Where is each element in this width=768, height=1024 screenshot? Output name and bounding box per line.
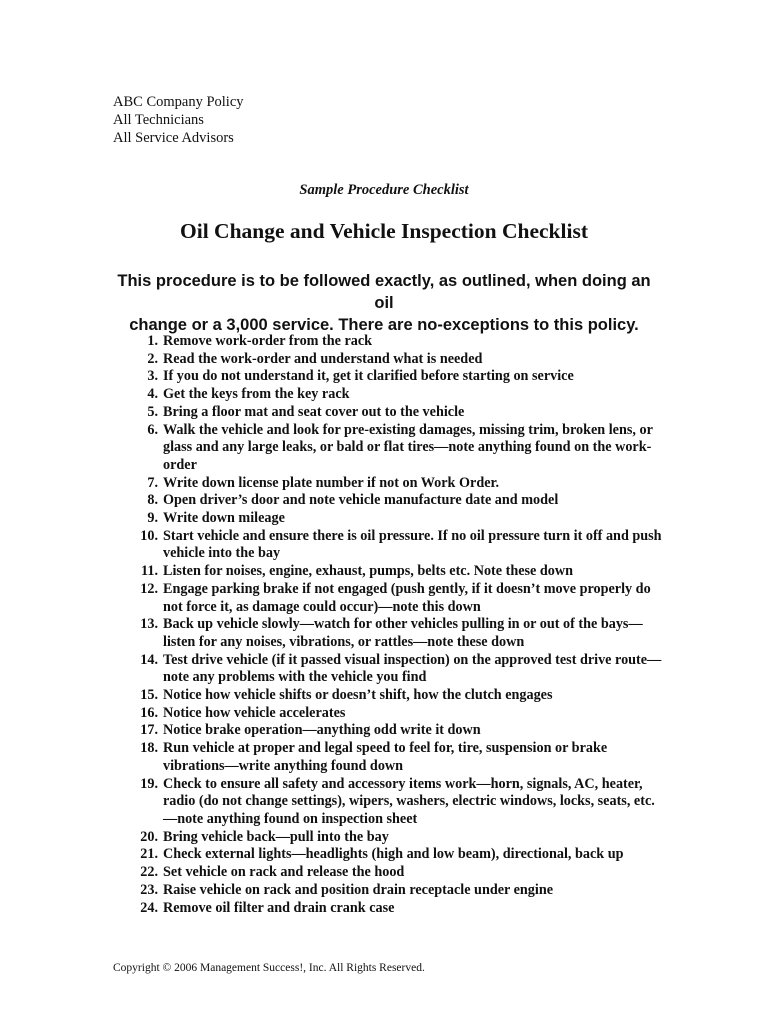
step-text: Write down license plate number if not on Work Order. xyxy=(163,474,500,491)
header-technicians: All Technicians xyxy=(113,112,204,128)
step-number: 21. xyxy=(140,846,158,863)
checklist-step xyxy=(130,705,670,723)
step-text: Notice how vehicle accelerates xyxy=(163,704,346,721)
step-number: 4. xyxy=(147,386,158,403)
checklist-step xyxy=(130,528,670,563)
checklist-step xyxy=(130,404,670,422)
checklist-step xyxy=(130,422,670,475)
step-text: Remove work-order from the rack xyxy=(163,333,373,349)
checklist-step xyxy=(130,492,670,510)
checklist-step xyxy=(130,581,670,616)
step-number: 7. xyxy=(147,474,158,491)
checklist-step xyxy=(130,386,670,404)
step-number: 16. xyxy=(140,704,158,721)
checklist-step xyxy=(130,351,670,369)
step-number: 20. xyxy=(140,828,158,845)
step-text: Engage parking brake if not engaged (push gently, if it doesn’t move properly do not force it, as damage could occur)—note this down xyxy=(163,580,651,615)
checklist-step xyxy=(130,846,670,864)
step-text: Start vehicle and ensure there is oil pressure. If no oil pressure turn it off and push vehicle into the bay xyxy=(163,527,662,562)
checklist-step xyxy=(130,333,670,351)
step-text: Set vehicle on rack and release the hood xyxy=(163,864,405,881)
step-number: 8. xyxy=(147,492,158,509)
step-number: 6. xyxy=(147,421,158,438)
step-text: Walk the vehicle and look for pre-existing damages, missing trim, broken lens, or glass and any large leaks, or bald or flat tires—note anything found on the work-order xyxy=(163,421,653,473)
step-text: If you do not understand it, get it clarified before starting on service xyxy=(163,368,574,385)
step-number: 9. xyxy=(147,510,158,527)
step-number: 11. xyxy=(141,563,158,580)
step-text: Read the work-order and understand what is needed xyxy=(163,350,483,367)
step-text: Open driver’s door and note vehicle manufacture date and model xyxy=(163,492,559,509)
step-text: Bring a floor mat and seat cover out to the vehicle xyxy=(163,403,465,420)
step-text: Check external lights—headlights (high and low beam), directional, back up xyxy=(163,846,624,863)
checklist-step xyxy=(130,829,670,847)
step-text: Notice brake operation—anything odd write it down xyxy=(163,722,481,739)
checklist-step xyxy=(130,864,670,882)
checklist-steps xyxy=(130,333,670,917)
step-text: Raise vehicle on rack and position drain receptacle under engine xyxy=(163,881,554,898)
header-service-advisors: All Service Advisors xyxy=(113,130,234,146)
intro-paragraph xyxy=(110,270,658,336)
step-text: Remove oil filter and drain crank case xyxy=(163,899,395,916)
step-text: Back up vehicle slowly—watch for other vehicles pulling in or out of the bays—listen for any noises, vibrations, or rattles—note these down xyxy=(163,616,643,650)
step-number: 5. xyxy=(147,403,158,420)
checklist-step xyxy=(130,616,670,651)
step-number: 13. xyxy=(140,616,158,633)
checklist-step xyxy=(130,652,670,687)
header-company-policy: ABC Company Policy xyxy=(113,94,244,110)
checklist-step xyxy=(130,687,670,705)
step-text: Get the keys from the key rack xyxy=(163,386,350,403)
policy-header xyxy=(113,93,244,147)
step-number: 17. xyxy=(140,722,158,739)
step-text: Check to ensure all safety and accessory items work—horn, signals, AC, heater, radio (do not change settings), wipers, washers, electric windows, locks, seats, etc.—note anything found on inspection sheet xyxy=(163,775,655,827)
checklist-step xyxy=(130,722,670,740)
copyright-footer: Copyright © 2006 Management Success!, Inc. All Rights Reserved. xyxy=(113,962,425,974)
step-number: 1. xyxy=(147,333,158,349)
step-number: 12. xyxy=(140,580,158,597)
checklist-step xyxy=(130,368,670,386)
step-number: 15. xyxy=(140,687,158,704)
step-text: Listen for noises, engine, exhaust, pumps, belts etc. Note these down xyxy=(163,563,574,580)
intro-line-2: change or a 3,000 service. There are no-exceptions to this policy. xyxy=(129,316,639,334)
step-text: Write down mileage xyxy=(163,510,285,527)
step-number: 23. xyxy=(140,881,158,898)
document-title: Oil Change and Vehicle Inspection Checklist xyxy=(180,219,588,243)
checklist-step xyxy=(130,563,670,581)
document-subtitle: Sample Procedure Checklist xyxy=(299,182,469,198)
step-text: Bring vehicle back—pull into the bay xyxy=(163,828,389,845)
step-text: Test drive vehicle (if it passed visual inspection) on the approved test drive route—note any problems with the vehicle you find xyxy=(163,651,662,686)
checklist-step xyxy=(130,510,670,528)
step-number: 19. xyxy=(140,775,158,792)
step-number: 24. xyxy=(140,899,158,916)
step-number: 18. xyxy=(140,740,158,757)
step-number: 14. xyxy=(140,651,158,668)
intro-line-1: This procedure is to be followed exactly, as outlined, when doing an oil xyxy=(117,272,651,312)
step-number: 3. xyxy=(147,368,158,385)
step-number: 2. xyxy=(147,350,158,367)
step-number: 10. xyxy=(140,527,158,544)
checklist-step xyxy=(130,740,670,775)
checklist-step xyxy=(130,776,670,829)
checklist-step xyxy=(130,900,670,918)
checklist-step xyxy=(130,475,670,493)
checklist-step xyxy=(130,882,670,900)
step-text: Run vehicle at proper and legal speed to feel for, tire, suspension or brake vibrations—write anything found down xyxy=(163,740,608,774)
step-text: Notice how vehicle shifts or doesn’t shift, how the clutch engages xyxy=(163,687,553,704)
step-number: 22. xyxy=(140,864,158,881)
